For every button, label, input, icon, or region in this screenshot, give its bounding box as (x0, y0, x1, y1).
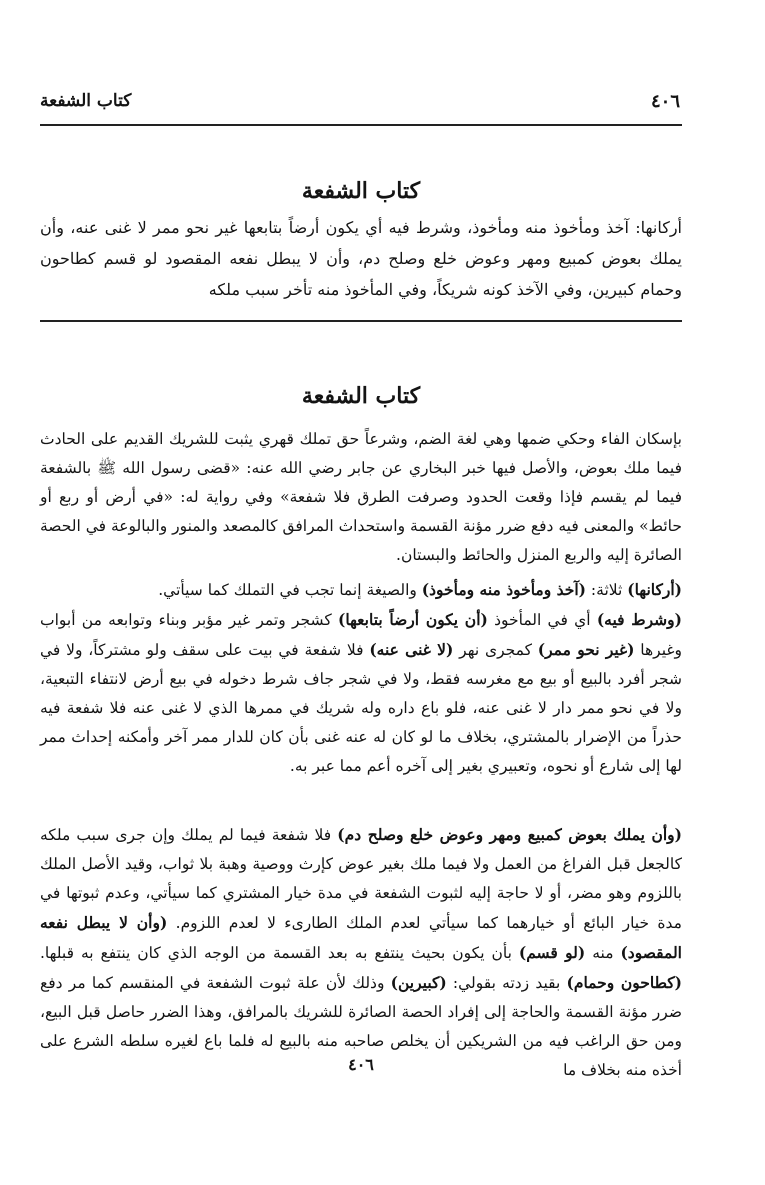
sharh-arkan (40, 575, 682, 781)
sharh-paragraph-1: بإسكان الفاء وحكي ضمها وهي لغة الضم، وشرعاً حق تملك قهري يثبت للشريك القديم على الحادث فيما ملك بعوض، والأصل فيها خبر البخاري عن جابر رضي الله عنه: «قضى رسول الله ﷺ بالشفعة فيما لم يقسم فإذا وقعت الحدود وصرفت الطرق فلا شفعة» وفي رواية له: «في أرض أو ربع أو حائط» والمعنى فيه دفع ضرر مؤنة القسمة واستحداث المرافق كالمصعد والمنور والبالوعة في الحصة الصائرة إليه والربع المنزل والحائط والبستان. (40, 430, 682, 564)
sharh-intro (40, 425, 682, 570)
quote: (لو قسم) (518, 943, 586, 962)
sharh-heading: كتاب الشفعة (301, 383, 421, 409)
matn-heading: كتاب الشفعة (301, 178, 421, 204)
header-rule (40, 124, 682, 126)
footer-page-number: ٤٠٦ (348, 1055, 374, 1074)
quote: (وأن لا يبطل نفعه المقصود) (40, 913, 682, 962)
header-title: كتاب الشفعة (40, 91, 132, 111)
quote: (كطاحون وحمام) (566, 973, 683, 992)
quote: (أركانها) (627, 580, 682, 599)
quote: (وأن يملك بعوض كمبيع ومهر وعوض خلع وصلح دم) (337, 825, 682, 844)
sharh-conditions (40, 820, 682, 1085)
quote: (غير نحو ممر) (537, 640, 635, 659)
matn-paragraph: أركانها: آخذ ومأخوذ منه ومأخوذ، وشرط فيه أي يكون أرضاً بتابعها غير نحو ممر لا غنى عنه، وأن يملك بعوض كمبيع ومهر وعوض خلع وصلح دم، وأن لا يبطل نفعه المقصود لو قسم كطاحون وحمام كبيرين، وفي الآخذ كونه شريكاً، وفي المأخوذ منه تأخر سبب ملكه (40, 218, 682, 299)
quote: (أن يكون أرضاً بتابعها) (337, 610, 488, 629)
quote: (لا غنى عنه) (369, 640, 454, 659)
matn-text (40, 212, 682, 305)
quote: (وشرط فيه) (596, 610, 682, 629)
running-header (40, 86, 680, 116)
header-page-number: ٤٠٦ (650, 90, 680, 112)
quote: (آخذ ومأخوذ منه ومأخوذ) (421, 580, 586, 599)
sharh-paragraph-2: (أركانها) ثلاثة: (آخذ ومأخوذ منه ومأخوذ) والصيغة إنما تجب في التملك كما سيأتي. (158, 580, 682, 599)
quote: (كبيرين) (390, 973, 447, 992)
sharh-paragraph-3: (وشرط فيه) أي في المأخوذ (أن يكون أرضاً بتابعها) كشجر وتمر غير مؤبر وبناء وتوابعه من أبواب وغيرها (غير نحو ممر) كمجرى نهر (لا غنى عنه) فلا شفعة في بيت على سقف ولو مشتركاً، ولا في شجر أفرد بالبيع أو بيع مع مغرسه فقط، ولا في شجر جاف شرط دخوله في بيع أرض لانتفاء التبعية، ولا في نحو ممر دار لا غنى عنه، فلو باع داره وله شريك في ممرها الذي لا غنى عنه فلا شفعة فيه حذراً من الإضرار بالمشتري، بخلاف ما لو كان له عنه غنى بأن كان للدار ممر آخر وأمكنه إحداث ممر لها إلى شارع أو نحوه، وتعبيري بغير إلى آخره أعم مما عبر به. (40, 610, 683, 775)
matn-separator-rule (40, 320, 682, 322)
sharh-paragraph-4: (وأن يملك بعوض كمبيع ومهر وعوض خلع وصلح دم) فلا شفعة فيما لم يملك وإن جرى سبب ملكه كالجعل قبل الفراغ من العمل ولا فيما ملك بغير عوض كإرث ووصية وهبة بلا ثواب، وقيد الأصل الملك باللزوم وهو مضر، أو لا حاجة إليه لثبوت الشفعة في مدة خيار المشتري كما سيأتي، وعدم ثبوتها في مدة خيار البائع أو خيارهما كما سيأتي لعدم الملك الطارىء لا لعدم اللزوم. (وأن لا يبطل نفعه المقصود) منه (لو قسم) بأن يكون بحيث ينتفع به بعد القسمة من الوجه الذي كان ينتفع به قبلها. (كطاحون وحمام) بقيد زدته بقولي: (كبيرين) وذلك لأن علة ثبوت الشفعة في المنقسم كما مر دفع ضرر مؤنة القسمة والحاجة إلى إفراد الحصة الصائرة للشريك بالمرافق، وهذا الضرر حاصل قبل البيع، ومن حق الراغب فيه من الشريكين أن يخلص صاحبه منه بالبيع له فلما باع لغيره سلطه الشرع على أخذه منه بخلاف ما (40, 825, 683, 1079)
